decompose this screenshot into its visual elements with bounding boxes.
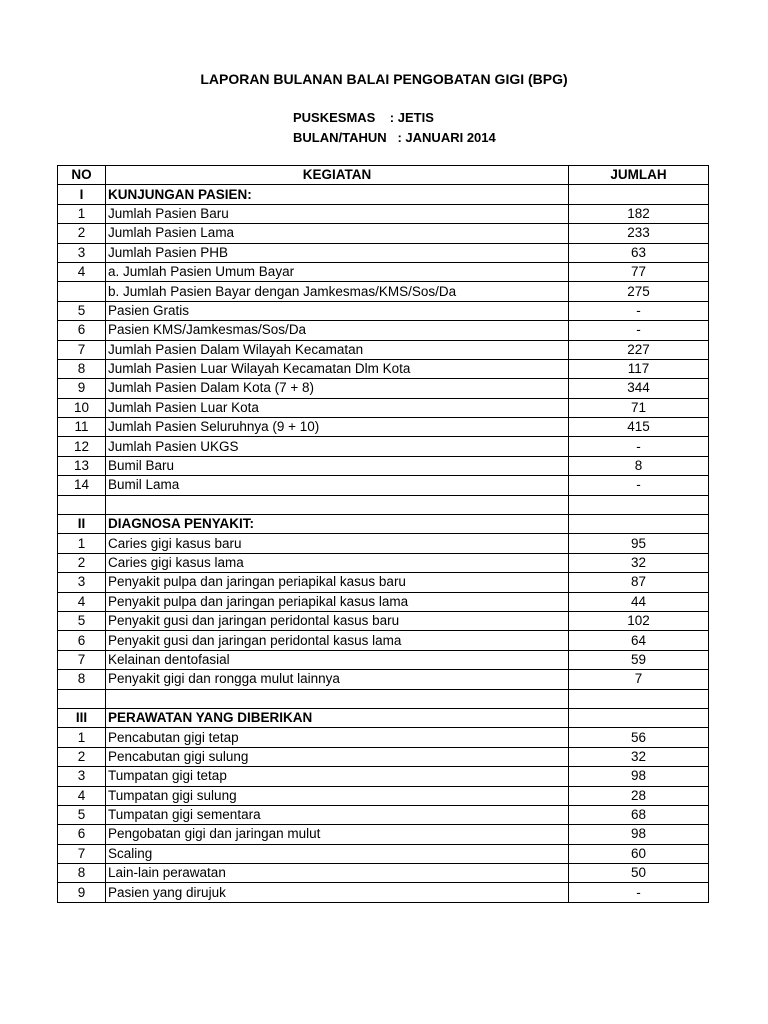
row-kegiatan bbox=[106, 495, 569, 514]
row-no: 1 bbox=[58, 728, 106, 747]
bulan-label: BULAN/TAHUN bbox=[293, 130, 387, 145]
row-kegiatan: DIAGNOSA PENYAKIT: bbox=[106, 515, 569, 534]
row-kegiatan: Kelainan dentofasial bbox=[106, 650, 569, 669]
row-no: 7 bbox=[58, 340, 106, 359]
row-kegiatan: Penyakit pulpa dan jaringan periapikal kasus lama bbox=[106, 592, 569, 611]
row-kegiatan: Tumpatan gigi tetap bbox=[106, 767, 569, 786]
row-kegiatan: Jumlah Pasien Seluruhnya (9 + 10) bbox=[106, 418, 569, 437]
row-no: 6 bbox=[58, 321, 106, 340]
row-kegiatan: Jumlah Pasien UKGS bbox=[106, 437, 569, 456]
row-no bbox=[58, 282, 106, 301]
row-no: 2 bbox=[58, 747, 106, 766]
table-row bbox=[58, 883, 709, 902]
table-row bbox=[58, 805, 709, 824]
table-row bbox=[58, 359, 709, 378]
row-jumlah: 117 bbox=[569, 359, 709, 378]
row-jumlah: 68 bbox=[569, 805, 709, 824]
meta-bulan-tahun bbox=[293, 130, 496, 145]
row-no: 8 bbox=[58, 670, 106, 689]
row-no: 5 bbox=[58, 611, 106, 630]
puskesmas-separator: : bbox=[375, 110, 398, 125]
table-row bbox=[58, 437, 709, 456]
row-no: 3 bbox=[58, 573, 106, 592]
row-jumlah: 8 bbox=[569, 456, 709, 475]
table-row bbox=[58, 204, 709, 223]
row-jumlah: 28 bbox=[569, 786, 709, 805]
table-row bbox=[58, 844, 709, 863]
report-table bbox=[57, 165, 709, 903]
row-jumlah bbox=[569, 708, 709, 727]
table-row bbox=[58, 476, 709, 495]
table-row bbox=[58, 340, 709, 359]
row-jumlah: 77 bbox=[569, 262, 709, 281]
row-no: 4 bbox=[58, 592, 106, 611]
row-no bbox=[58, 495, 106, 514]
row-jumlah: 233 bbox=[569, 224, 709, 243]
row-jumlah: 95 bbox=[569, 534, 709, 553]
row-kegiatan: Jumlah Pasien Luar Wilayah Kecamatan Dlm Kota bbox=[106, 359, 569, 378]
row-kegiatan: Scaling bbox=[106, 844, 569, 863]
row-jumlah: - bbox=[569, 476, 709, 495]
row-no: 14 bbox=[58, 476, 106, 495]
table-row bbox=[58, 224, 709, 243]
row-jumlah: 98 bbox=[569, 767, 709, 786]
table-row bbox=[58, 728, 709, 747]
row-no: 1 bbox=[58, 534, 106, 553]
row-kegiatan: Bumil Lama bbox=[106, 476, 569, 495]
table-row bbox=[58, 553, 709, 572]
row-no: 9 bbox=[58, 379, 106, 398]
section-row bbox=[58, 515, 709, 534]
row-kegiatan: Jumlah Pasien Baru bbox=[106, 204, 569, 223]
row-jumlah: 275 bbox=[569, 282, 709, 301]
row-no: 2 bbox=[58, 553, 106, 572]
row-no bbox=[58, 689, 106, 708]
bulan-separator: : bbox=[386, 130, 406, 145]
row-jumlah bbox=[569, 495, 709, 514]
table-row bbox=[58, 398, 709, 417]
row-kegiatan: Tumpatan gigi sulung bbox=[106, 786, 569, 805]
row-no: 6 bbox=[58, 825, 106, 844]
table-row bbox=[58, 650, 709, 669]
row-kegiatan: Bumil Baru bbox=[106, 456, 569, 475]
row-jumlah: 59 bbox=[569, 650, 709, 669]
row-no: 5 bbox=[58, 301, 106, 320]
row-jumlah: - bbox=[569, 883, 709, 902]
table-row bbox=[58, 243, 709, 262]
table-row bbox=[58, 864, 709, 883]
row-no: 3 bbox=[58, 767, 106, 786]
table-row bbox=[58, 786, 709, 805]
row-jumlah: 64 bbox=[569, 631, 709, 650]
row-no: 10 bbox=[58, 398, 106, 417]
puskesmas-label: PUSKESMAS bbox=[293, 110, 376, 125]
row-jumlah: 71 bbox=[569, 398, 709, 417]
table-row bbox=[58, 495, 709, 514]
section-row bbox=[58, 708, 709, 727]
header-kegiatan: KEGIATAN bbox=[106, 166, 569, 185]
row-kegiatan: Tumpatan gigi sementara bbox=[106, 805, 569, 824]
table-row bbox=[58, 670, 709, 689]
table-row bbox=[58, 418, 709, 437]
table-row bbox=[58, 321, 709, 340]
row-jumlah: 63 bbox=[569, 243, 709, 262]
row-no: 6 bbox=[58, 631, 106, 650]
row-jumlah: 182 bbox=[569, 204, 709, 223]
row-jumlah: 44 bbox=[569, 592, 709, 611]
row-kegiatan: Pengobatan gigi dan jaringan mulut bbox=[106, 825, 569, 844]
row-jumlah bbox=[569, 185, 709, 204]
row-no: 4 bbox=[58, 262, 106, 281]
row-jumlah bbox=[569, 515, 709, 534]
table-row bbox=[58, 592, 709, 611]
row-jumlah: - bbox=[569, 321, 709, 340]
table-row bbox=[58, 262, 709, 281]
table-row bbox=[58, 379, 709, 398]
table-row bbox=[58, 747, 709, 766]
row-no: 7 bbox=[58, 844, 106, 863]
row-no: 12 bbox=[58, 437, 106, 456]
row-jumlah bbox=[569, 689, 709, 708]
row-no: 5 bbox=[58, 805, 106, 824]
table-row bbox=[58, 573, 709, 592]
report-title: LAPORAN BULANAN BALAI PENGOBATAN GIGI (BPG) bbox=[200, 71, 568, 87]
row-jumlah: 344 bbox=[569, 379, 709, 398]
row-jumlah: 98 bbox=[569, 825, 709, 844]
row-kegiatan: KUNJUNGAN PASIEN: bbox=[106, 185, 569, 204]
row-jumlah: 32 bbox=[569, 553, 709, 572]
row-no: 13 bbox=[58, 456, 106, 475]
row-no: 8 bbox=[58, 359, 106, 378]
row-jumlah: 7 bbox=[569, 670, 709, 689]
table-row bbox=[58, 767, 709, 786]
table-row bbox=[58, 456, 709, 475]
row-kegiatan: Jumlah Pasien PHB bbox=[106, 243, 569, 262]
table-row bbox=[58, 631, 709, 650]
row-kegiatan: Penyakit gusi dan jaringan peridontal kasus lama bbox=[106, 631, 569, 650]
row-no: 11 bbox=[58, 418, 106, 437]
row-jumlah: 60 bbox=[569, 844, 709, 863]
row-no: III bbox=[58, 708, 106, 727]
row-jumlah: 102 bbox=[569, 611, 709, 630]
row-kegiatan: Caries gigi kasus baru bbox=[106, 534, 569, 553]
row-jumlah: 87 bbox=[569, 573, 709, 592]
row-kegiatan: Pencabutan gigi tetap bbox=[106, 728, 569, 747]
meta-puskesmas bbox=[293, 110, 434, 125]
row-kegiatan: Jumlah Pasien Dalam Wilayah Kecamatan bbox=[106, 340, 569, 359]
row-jumlah: 56 bbox=[569, 728, 709, 747]
header-jumlah: JUMLAH bbox=[569, 166, 709, 185]
row-kegiatan: Penyakit gigi dan rongga mulut lainnya bbox=[106, 670, 569, 689]
row-kegiatan: b. Jumlah Pasien Bayar dengan Jamkesmas/KMS/Sos/Da bbox=[106, 282, 569, 301]
row-kegiatan: Jumlah Pasien Lama bbox=[106, 224, 569, 243]
row-jumlah: 32 bbox=[569, 747, 709, 766]
table-row bbox=[58, 611, 709, 630]
row-kegiatan: Penyakit gusi dan jaringan peridontal kasus baru bbox=[106, 611, 569, 630]
row-kegiatan: Pasien Gratis bbox=[106, 301, 569, 320]
table-row bbox=[58, 282, 709, 301]
row-kegiatan bbox=[106, 689, 569, 708]
row-kegiatan: PERAWATAN YANG DIBERIKAN bbox=[106, 708, 569, 727]
row-no: 8 bbox=[58, 864, 106, 883]
row-kegiatan: Jumlah Pasien Luar Kota bbox=[106, 398, 569, 417]
row-no: II bbox=[58, 515, 106, 534]
row-kegiatan: Penyakit pulpa dan jaringan periapikal kasus baru bbox=[106, 573, 569, 592]
row-kegiatan: Caries gigi kasus lama bbox=[106, 553, 569, 572]
table-row bbox=[58, 825, 709, 844]
row-jumlah: 50 bbox=[569, 864, 709, 883]
row-no: 1 bbox=[58, 204, 106, 223]
section-row bbox=[58, 185, 709, 204]
row-jumlah: - bbox=[569, 301, 709, 320]
row-no: 4 bbox=[58, 786, 106, 805]
row-kegiatan: Pencabutan gigi sulung bbox=[106, 747, 569, 766]
row-no: I bbox=[58, 185, 106, 204]
row-jumlah: 227 bbox=[569, 340, 709, 359]
row-kegiatan: Pasien KMS/Jamkesmas/Sos/Da bbox=[106, 321, 569, 340]
row-kegiatan: Lain-lain perawatan bbox=[106, 864, 569, 883]
bulan-value: JANUARI 2014 bbox=[405, 130, 496, 145]
row-no: 2 bbox=[58, 224, 106, 243]
row-kegiatan: Jumlah Pasien Dalam Kota (7 + 8) bbox=[106, 379, 569, 398]
row-kegiatan: Pasien yang dirujuk bbox=[106, 883, 569, 902]
row-jumlah: - bbox=[569, 437, 709, 456]
row-no: 7 bbox=[58, 650, 106, 669]
row-no: 3 bbox=[58, 243, 106, 262]
row-no: 9 bbox=[58, 883, 106, 902]
header-no: NO bbox=[58, 166, 106, 185]
table-row bbox=[58, 301, 709, 320]
row-jumlah: 415 bbox=[569, 418, 709, 437]
table-row bbox=[58, 689, 709, 708]
row-kegiatan: a. Jumlah Pasien Umum Bayar bbox=[106, 262, 569, 281]
table-header-row bbox=[58, 166, 709, 185]
puskesmas-value: JETIS bbox=[397, 110, 434, 125]
table-row bbox=[58, 534, 709, 553]
